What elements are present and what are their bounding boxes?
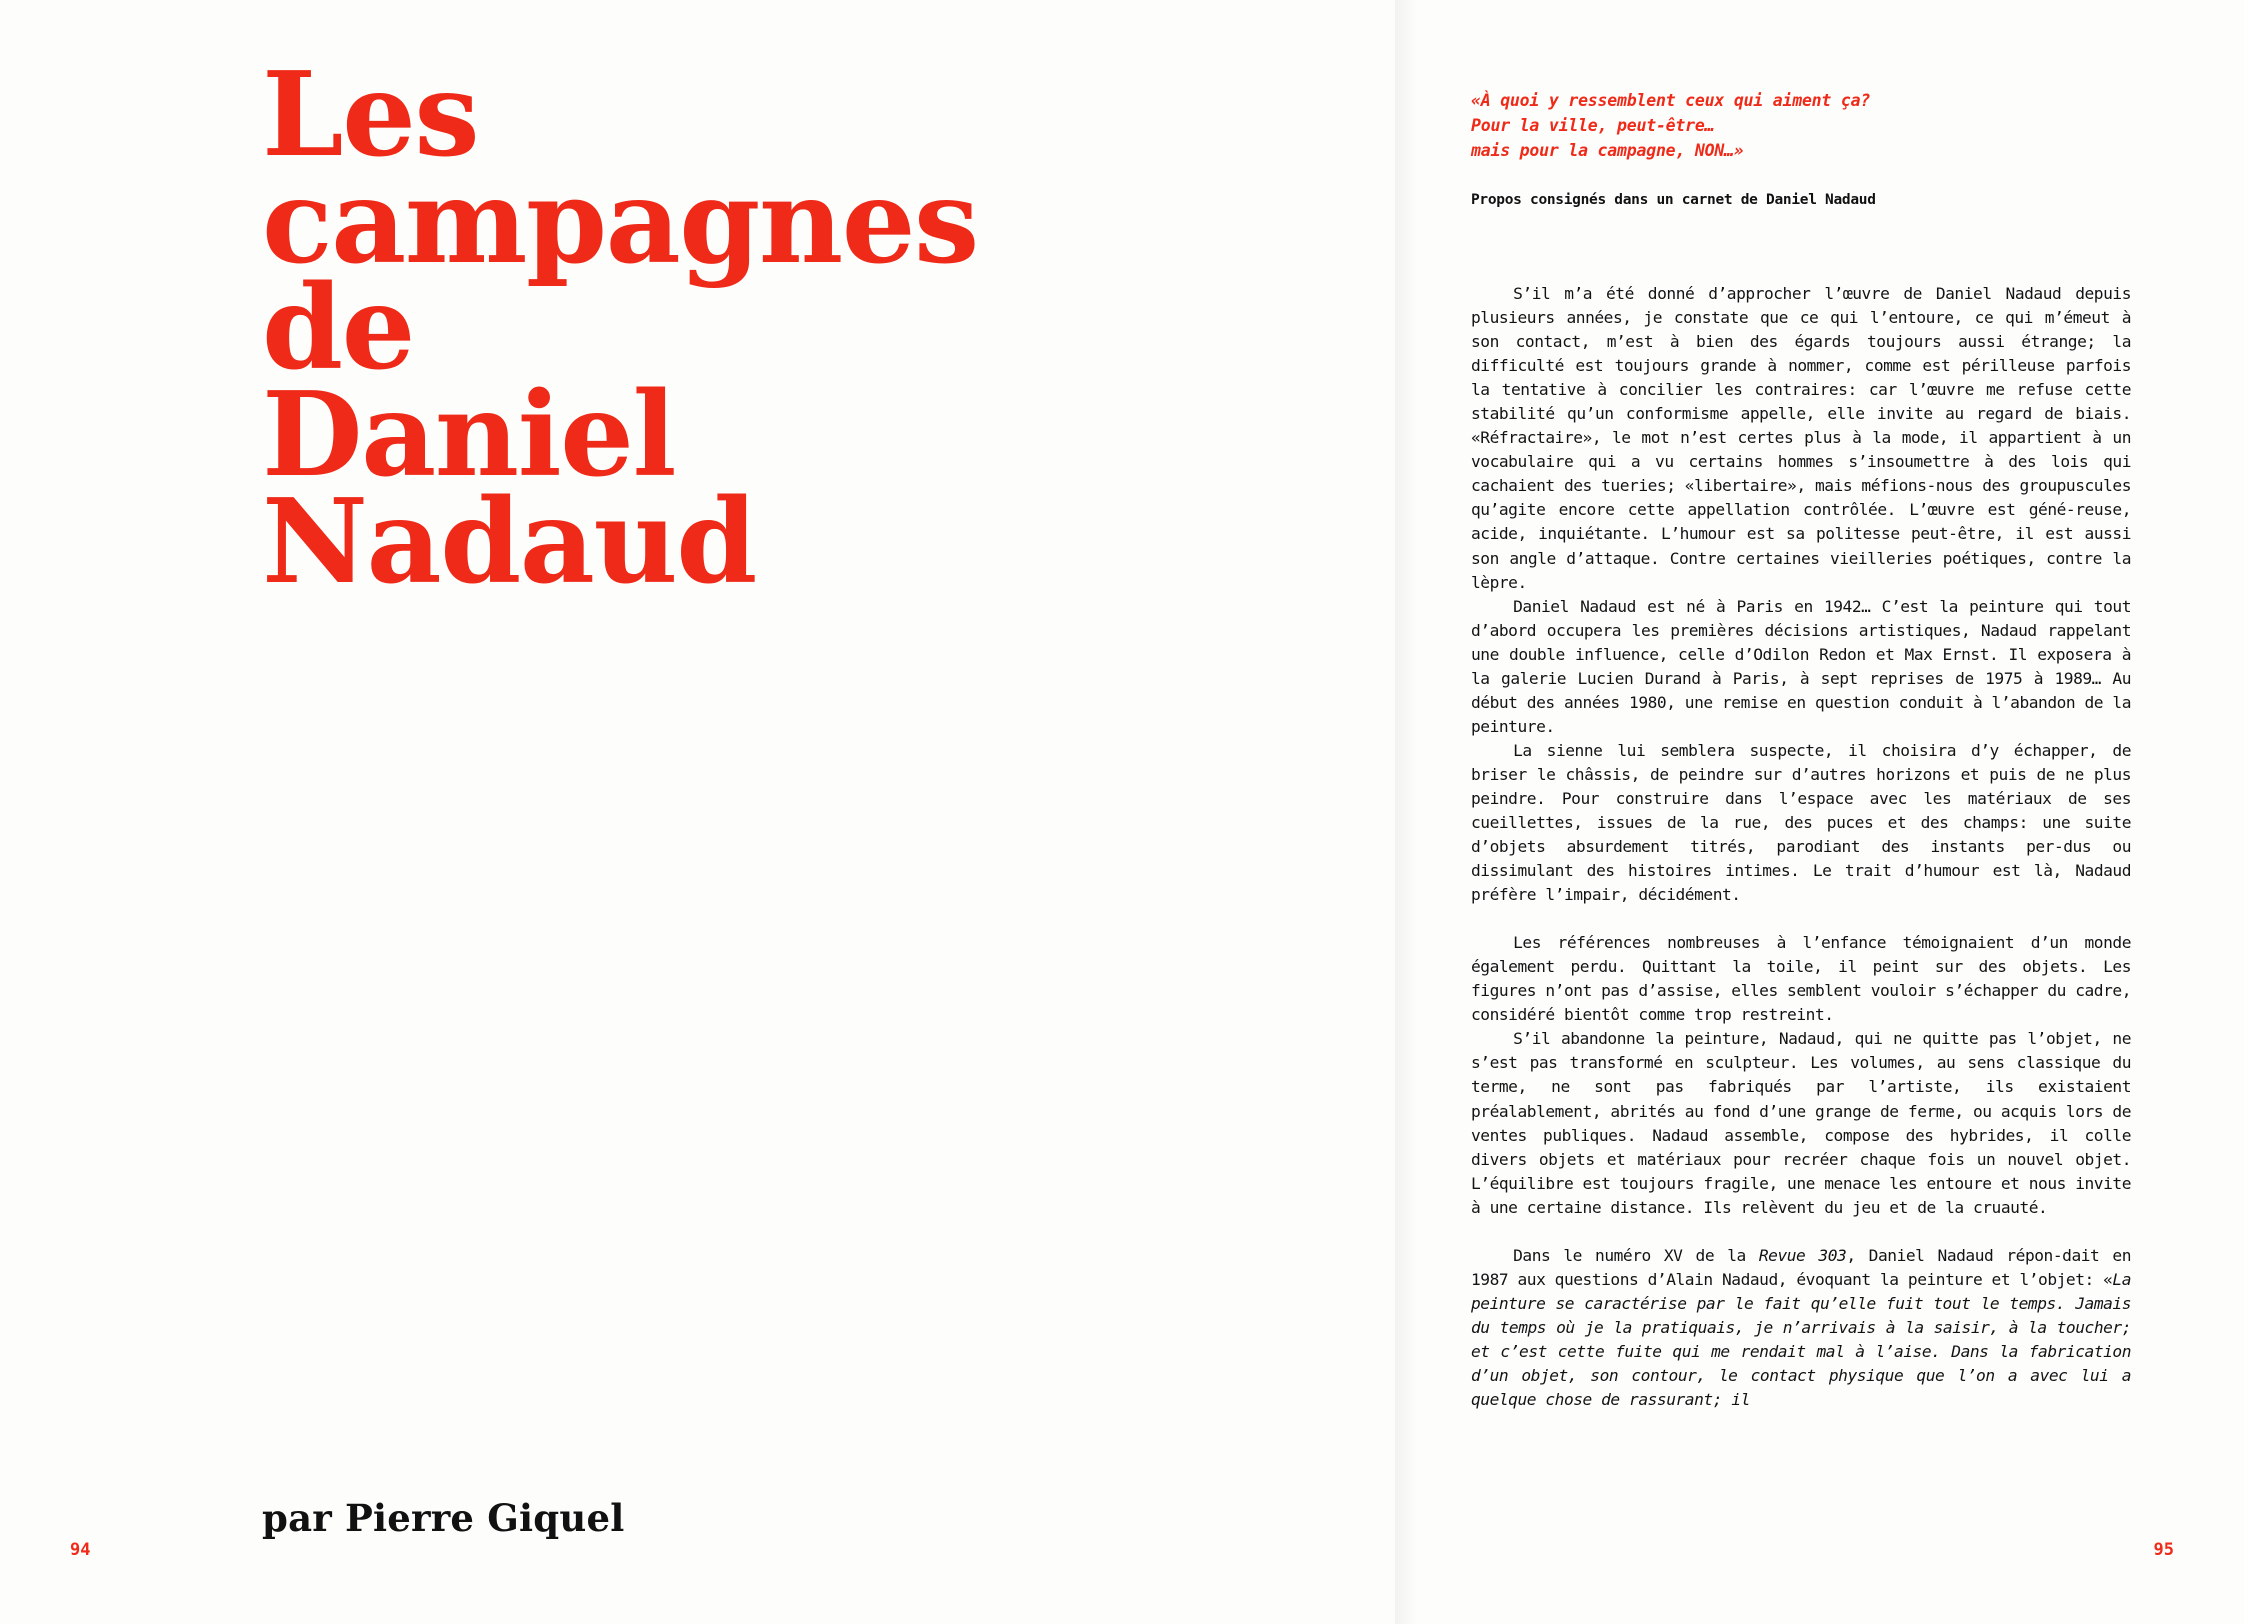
title-line-1: Les	[262, 47, 479, 183]
epigraph-line-2: Pour la ville, peut-être…	[1471, 116, 1715, 136]
quote-lead: Dans le numéro XV de la	[1513, 1245, 1759, 1265]
title-line-2: campagnes	[262, 153, 978, 290]
publication-reference: Revue 303	[1758, 1245, 1847, 1265]
quoted-passage: La peinture se caractérise par le fait qu’elle fuit tout le temps. Jamais du temps où je la pratiquais, je n’arrivais à la saisir, à la toucher; et c’est cette fuite qui me rendait mal à l’aise. Dans la fabrication d’un objet, son contour, le contact physique que l’on a avec lui a quelque chose de rassurant; il	[1471, 1269, 2131, 1409]
page-title	[262, 47, 1062, 610]
article-title	[262, 47, 1062, 610]
quote-middle: , Daniel Nadaud répon-dait en 1987 aux questions d’Alain Nadaud, évoquant la peinture et l’objet: «	[1471, 1245, 2131, 1289]
paragraph: S’il abandonne la peinture, Nadaud, qui ne quitte pas l’objet, ne s’est pas transformé en sculpteur. Les volumes, au sens classique du terme, ne sont pas fabriqués par l’artiste, ils existaient préalablement, abrités au fond d’une grange de ferme, ou acquis lors de ventes publiques. Nadaud assemble, compose des hybrides, il colle divers objets et matériaux pour recréer chaque fois un nouvel objet. L’équilibre est toujours fragile, une menace les entoure et nous invite à une certaine distance. Ils relèvent du jeu et de la cruauté.	[1471, 1029, 2131, 1217]
paragraph: S’il m’a été donné d’approcher l’œuvre de Daniel Nadaud depuis plusieurs années, je constate que ce qui l’entoure, ce qui m’émeut à son contact, m’est à bien des égards toujours aussi étrange; la difficulté est toujours grande à nommer, comme est périlleuse parfois la tentative à concilier les contraires: car l’œuvre me refuse cette stabilité qu’un conformisme appelle, elle invite au regard de biais. «Réfractaire», le mot n’est certes plus à la mode, il appartient à un vocabulaire qui a vu certains hommes s’insoumettre à des lois qui cachaient des tueries; «libertaire», mais méfions-nous des groupuscules qu’agite encore cette appellation contrôlée. L’œuvre est géné-reuse, acide, inquiétante. L’humour est sa politesse peut-être, il est aussi son angle d’attaque. Contre certaines vieilleries poétiques, contre la lèpre.	[1471, 284, 2131, 592]
epigraph-quote	[1471, 88, 2071, 163]
title-line-5: Nadaud	[262, 473, 756, 610]
body-text-column	[1471, 282, 2131, 1412]
folio-right: 95	[2153, 1540, 2174, 1560]
epigraph-line-3: mais pour la campagne, NON…»	[1471, 141, 1744, 161]
epigraph-line-1: «À quoi y ressemblent ceux qui aiment ça?	[1471, 91, 1871, 110]
author-byline: par Pierre Giquel	[262, 1496, 625, 1540]
epigraph-source: Propos consignés dans un carnet de Daniel Nadaud	[1471, 192, 1876, 208]
paragraph: Daniel Nadaud est né à Paris en 1942… C’est la peinture qui tout d’abord occupera les premières décisions artistiques, Nadaud rappelant une double influence, celle d’Odilon Redon et Max Ernst. Il exposera à la galerie Lucien Durand à Paris, à sept reprises de 1975 à 1989… Au début des années 1980, une remise en question conduit à l’abandon de la peinture.	[1471, 596, 2131, 736]
folio-left: 94	[70, 1540, 91, 1560]
title-line-3: de	[262, 260, 414, 397]
title-line-4: Daniel	[262, 367, 676, 504]
paragraph-with-quote	[1471, 1244, 2131, 1412]
page-right	[1400, 0, 2244, 1624]
paragraph: La sienne lui semblera suspecte, il choisira d’y échapper, de briser le châssis, de peindre sur d’autres horizons et puis de ne plus peindre. Pour construire dans l’espace avec les matériaux de ses cueillettes, issues de la rue, des puces et des champs: une suite d’objets absurdement titrés, parodiant des instants per-dus ou dissimulant des histoires intimes. Le trait d’humour est là, Nadaud préfère l’impair, décidément.	[1471, 740, 2131, 905]
paragraph: Les références nombreuses à l’enfance témoignaient d’un monde également perdu. Quittant la toile, il peint sur des objets. Les figures n’ont pas d’assise, elles semblent vouloir s’échapper du cadre, considéré bientôt comme trop restreint.	[1471, 933, 2131, 1025]
